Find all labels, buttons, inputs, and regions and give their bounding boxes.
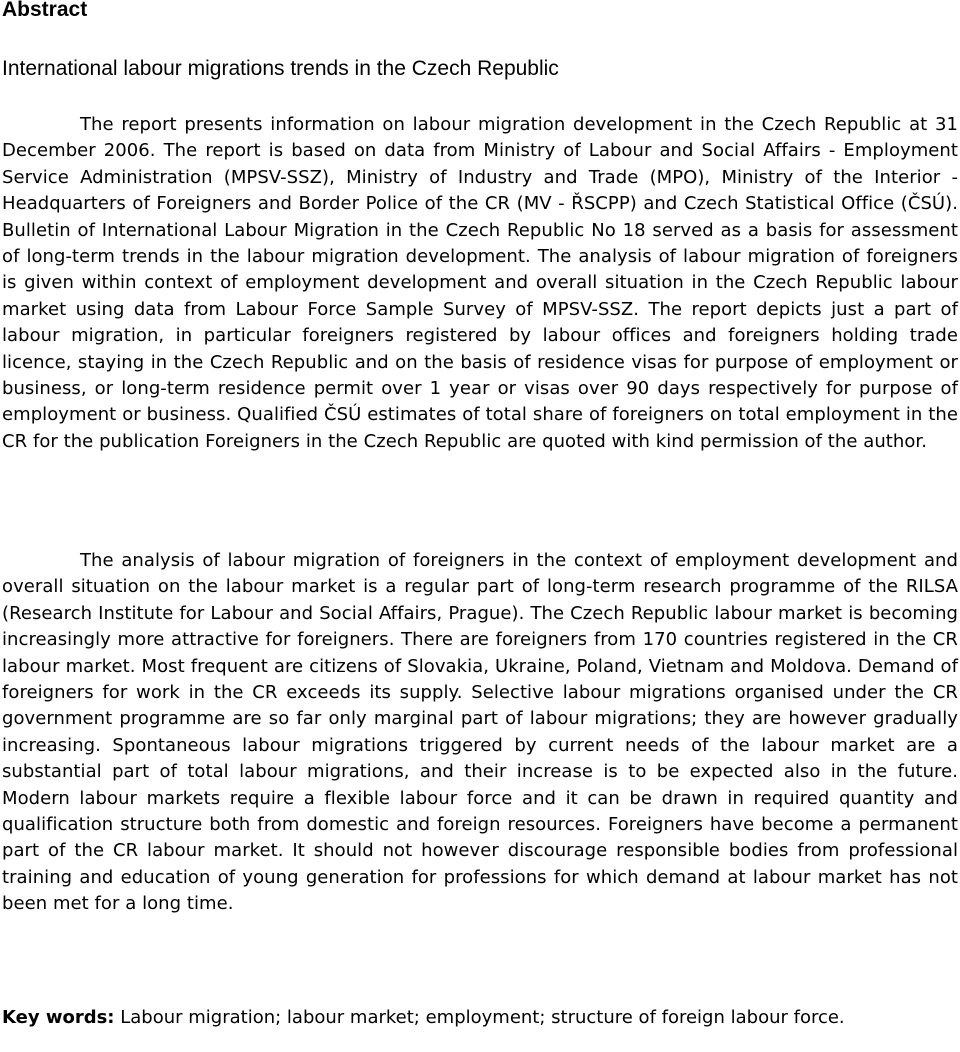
keywords-text: Labour migration; labour market; employment; structure of foreign labour force. xyxy=(114,1007,845,1028)
keywords-label: Key words: xyxy=(2,1007,115,1028)
abstract-paragraph-1: The report presents information on labour migration development in the Czech Republic at 31 December 2006. The report is based on data from Ministry of Labour and Social Affairs - Employment Service Administration (MPSV-SSZ), Ministry of Industry and Trade (MPO), Ministry of the Interior - Headquarters of Foreigners and Border Police of the CR (MV - ŘSCPP) and Czech Statistical Office (ČSÚ). Bulletin of International Labour Migration in the Czech Republic No 18 served as a basis for assessment of long-term trends in the labour migration development. The analysis of labour migration of foreigners is given within context of employment development and overall situation in the Czech Republic labour market using data from Labour Force Sample Survey of MPSV-SSZ. The report depicts just a part of labour migration, in particular foreigners registered by labour offices and foreigners holding trade licence, staying in the Czech Republic and on the basis of residence visas for purpose of employment or business, or long-term residence permit over 1 year or visas over 90 days respectively for purpose of employment or business. Qualified ČSÚ estimates of total share of foreigners on total employment in the CR for the publication Foreigners in the Czech Republic are quoted with kind permission of the author. xyxy=(2,114,958,452)
abstract-paragraph-2: The analysis of labour migration of foreigners in the context of employment development and overall situation on the labour market is a regular part of long-term research programme of the RILSA (Research Institute for Labour and Social Affairs, Prague). The Czech Republic labour market is becoming increasingly more attractive for foreigners. There are foreigners from 170 countries registered in the CR labour market. Most frequent are citizens of Slovakia, Ukraine, Poland, Vietnam and Moldova. Demand of foreigners for work in the CR exceeds its supply. Selective labour migrations organised under the CR government programme are so far only marginal part of labour migrations; they are however gradually increasing. Spontaneous labour migrations triggered by current needs of the labour market are a substantial part of total labour migrations, and their increase is to be expected also in the future. Modern labour markets require a flexible labour force and it can be drawn in required quantity and qualification structure both from domestic and foreign resources. Foreigners have become a permanent part of the CR labour market. It should not however discourage responsible bodies from professional training and education of young generation for professions for which demand at labour market has not been met for a long time. xyxy=(2,550,958,915)
abstract-heading: Abstract xyxy=(2,0,88,21)
document-subtitle: International labour migrations trends in the Czech Republic xyxy=(2,57,559,80)
keywords-line xyxy=(2,1005,958,1031)
